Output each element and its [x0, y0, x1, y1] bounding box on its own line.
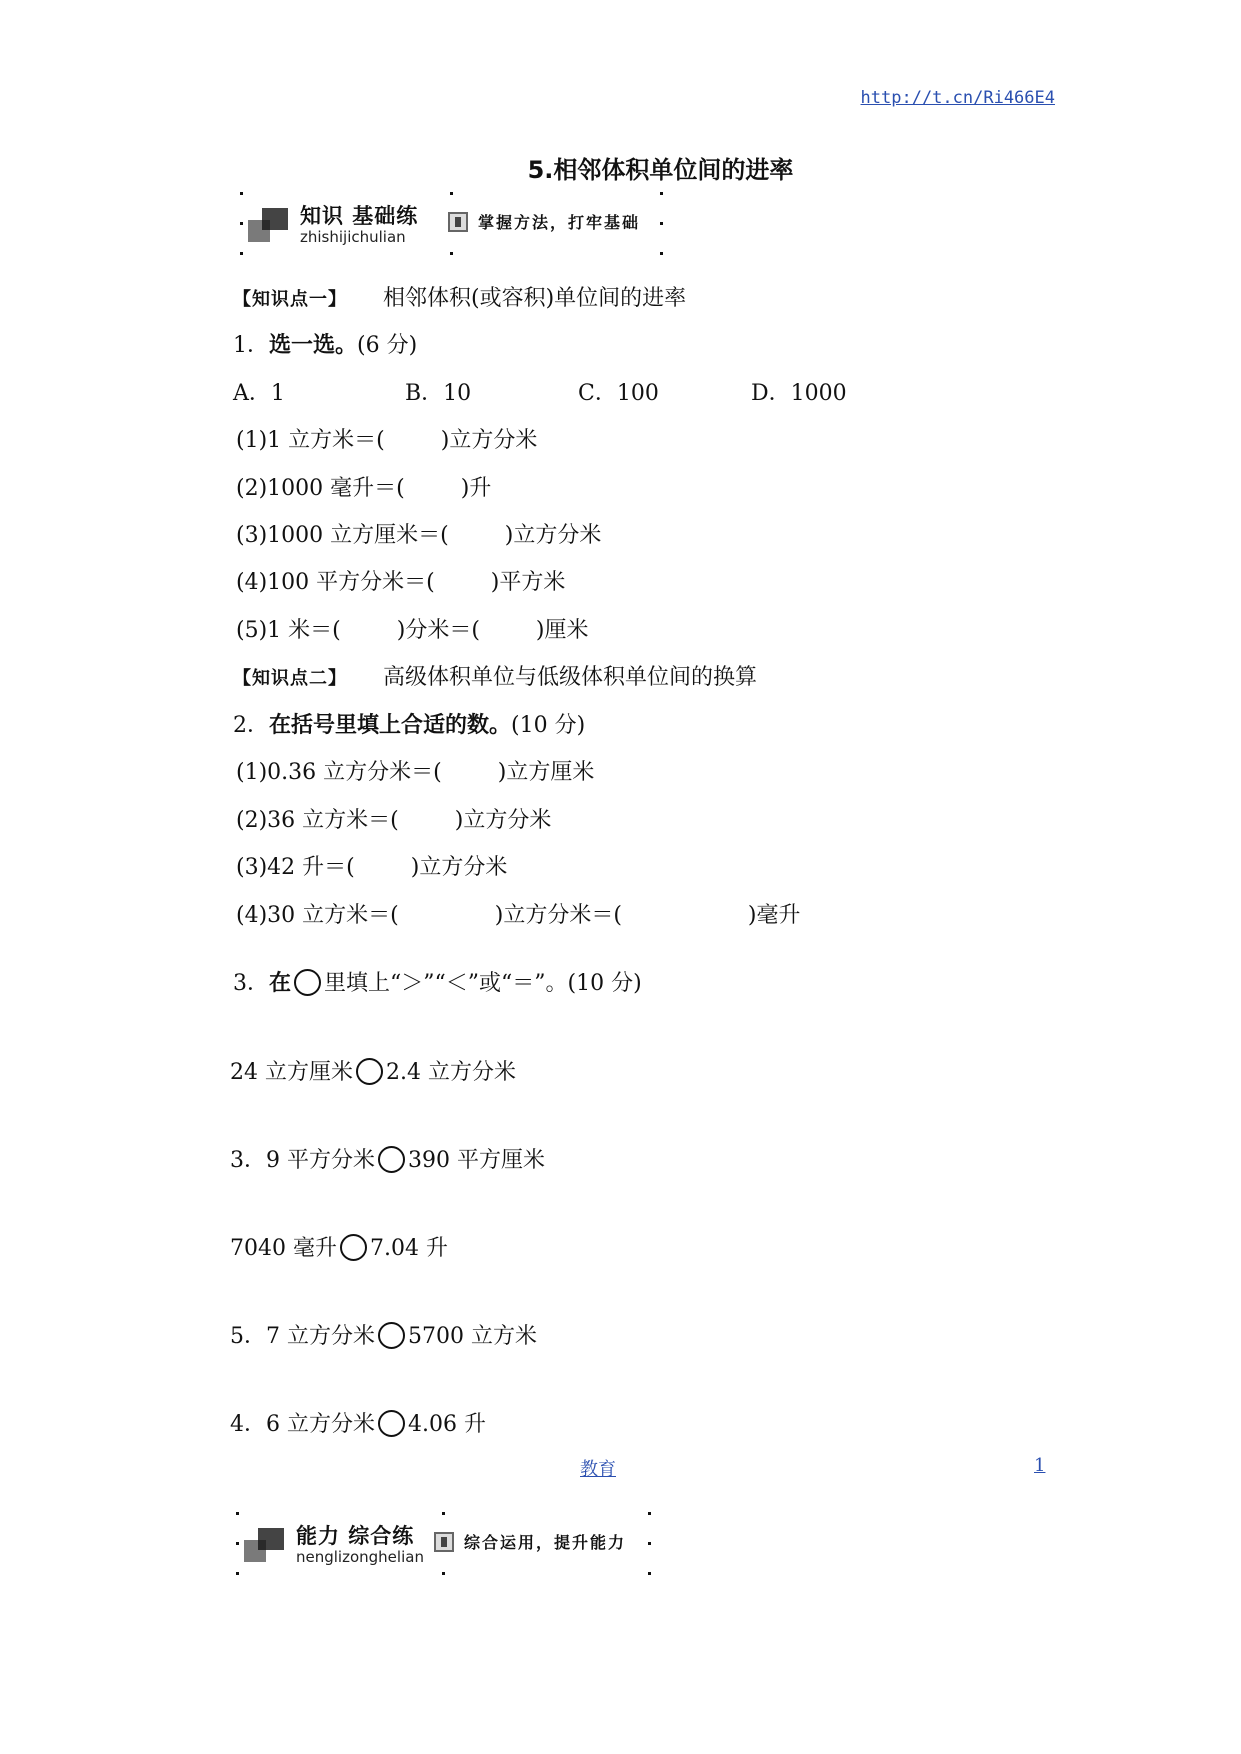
compare-left: 4．6 立方分米	[230, 1412, 375, 1437]
knowledge-point-title: 高级体积单位与低级体积单位间的换算	[383, 665, 758, 690]
page-number[interactable]: 1	[1034, 1455, 1046, 1476]
header-url-link[interactable]: http://t.cn/Ri466E4	[860, 88, 1055, 108]
question-1-item-5	[236, 613, 589, 644]
question-1-item-3	[236, 518, 601, 549]
compare-left: 3．9 平方分米	[230, 1148, 375, 1173]
banner-block-icon	[244, 1528, 284, 1562]
item-text: (4)30 立方米＝(	[236, 903, 399, 928]
question-2-item-4	[236, 898, 801, 929]
compare-left: 24 立方厘米	[230, 1060, 353, 1085]
knowledge-point-tag: 【知识点一】	[233, 289, 347, 310]
item-text: (1)1 立方米＝(	[236, 428, 385, 453]
question-1-item-1	[236, 423, 537, 454]
option-b: B．10	[405, 381, 472, 406]
question-3-item-1	[230, 1055, 516, 1086]
banner-pinyin: zhishijichulian	[300, 228, 406, 246]
question-text: 里填上“＞”“＜”或“＝”。	[324, 971, 568, 996]
compare-right: 4.06 升	[408, 1412, 486, 1437]
banner-name: 能力 综合练	[296, 1524, 415, 1548]
question-3-heading	[233, 966, 642, 997]
banner-pinyin: nenglizonghelian	[296, 1548, 424, 1566]
option-c: C．100	[578, 381, 659, 406]
item-text: (2)1000 毫升＝(	[236, 476, 405, 501]
question-2-heading	[233, 708, 585, 739]
banner-square-icon	[434, 1532, 454, 1552]
question-3-item-5	[230, 1407, 486, 1438]
banner-slogan: 掌握方法，打牢基础	[478, 213, 641, 232]
question-2-item-1	[236, 755, 594, 786]
question-1-item-4	[236, 565, 565, 596]
question-1-heading	[233, 328, 417, 359]
answer-circle-icon[interactable]	[340, 1234, 367, 1261]
question-3-item-2	[230, 1143, 545, 1174]
item-text: (1)0.36 立方分米＝(	[236, 760, 442, 785]
section-banner-basic	[240, 192, 660, 254]
knowledge-point-tag: 【知识点二】	[233, 668, 347, 689]
question-score: (6 分)	[357, 333, 418, 358]
question-1-item-2	[236, 471, 491, 502]
item-unit: )立方分米	[454, 808, 552, 833]
compare-right: 2.4 立方分米	[386, 1060, 516, 1085]
item-text: (3)42 升＝(	[236, 855, 355, 880]
item-unit: )分米＝(	[396, 618, 480, 643]
item-unit: )平方米	[490, 570, 566, 595]
question-score: (10 分)	[511, 713, 586, 738]
page-title: 5.相邻体积单位间的进率	[527, 156, 794, 184]
question-number: 3．	[233, 971, 269, 996]
knowledge-point-title: 相邻体积(或容积)单位间的进率	[383, 286, 687, 311]
footer-link[interactable]: 教育	[580, 1459, 616, 1480]
question-2-item-2	[236, 803, 551, 834]
question-text: 选一选。	[269, 333, 358, 358]
item-unit: )立方厘米	[497, 760, 595, 785]
answer-circle-icon[interactable]	[378, 1146, 405, 1173]
compare-right: 390 平方厘米	[408, 1148, 545, 1173]
answer-circle-icon[interactable]	[356, 1058, 383, 1085]
item-text: (3)1000 立方厘米＝(	[236, 523, 449, 548]
banner-block-icon	[248, 208, 288, 242]
question-3-item-3	[230, 1231, 448, 1262]
option-a: A．1	[233, 381, 285, 406]
item-text: (4)100 平方分米＝(	[236, 570, 435, 595]
compare-left: 7040 毫升	[230, 1236, 337, 1261]
question-number: 2．	[233, 713, 269, 738]
compare-left: 5．7 立方分米	[230, 1324, 375, 1349]
item-unit: )厘米	[535, 618, 589, 643]
question-2-item-3	[236, 850, 507, 881]
item-text: (5)1 米＝(	[236, 618, 341, 643]
item-unit: )立方分米	[410, 855, 508, 880]
knowledge-point-1	[233, 281, 686, 312]
item-unit: )立方分米	[504, 523, 602, 548]
circle-icon	[294, 969, 321, 996]
item-unit: )毫升	[747, 903, 801, 928]
item-text: (2)36 立方米＝(	[236, 808, 399, 833]
banner-square-icon	[448, 212, 468, 232]
item-unit: )升	[460, 476, 492, 501]
item-unit: )立方分米＝(	[494, 903, 622, 928]
knowledge-point-2	[233, 660, 757, 691]
question-text: 在	[269, 971, 292, 996]
banner-name: 知识 基础练	[300, 204, 419, 228]
question-text: 在括号里填上合适的数。	[269, 713, 512, 738]
item-unit: )立方分米	[440, 428, 538, 453]
compare-right: 5700 立方米	[408, 1324, 537, 1349]
question-number: 1．	[233, 333, 269, 358]
answer-circle-icon[interactable]	[378, 1322, 405, 1349]
banner-slogan: 综合运用，提升能力	[464, 1533, 627, 1552]
question-1-options	[233, 376, 933, 406]
option-d: D．1000	[751, 381, 847, 406]
question-3-item-4	[230, 1319, 537, 1350]
section-banner-advanced	[236, 1512, 648, 1574]
compare-right: 7.04 升	[369, 1236, 448, 1261]
answer-circle-icon[interactable]	[378, 1410, 405, 1437]
question-score: (10 分)	[567, 971, 642, 996]
